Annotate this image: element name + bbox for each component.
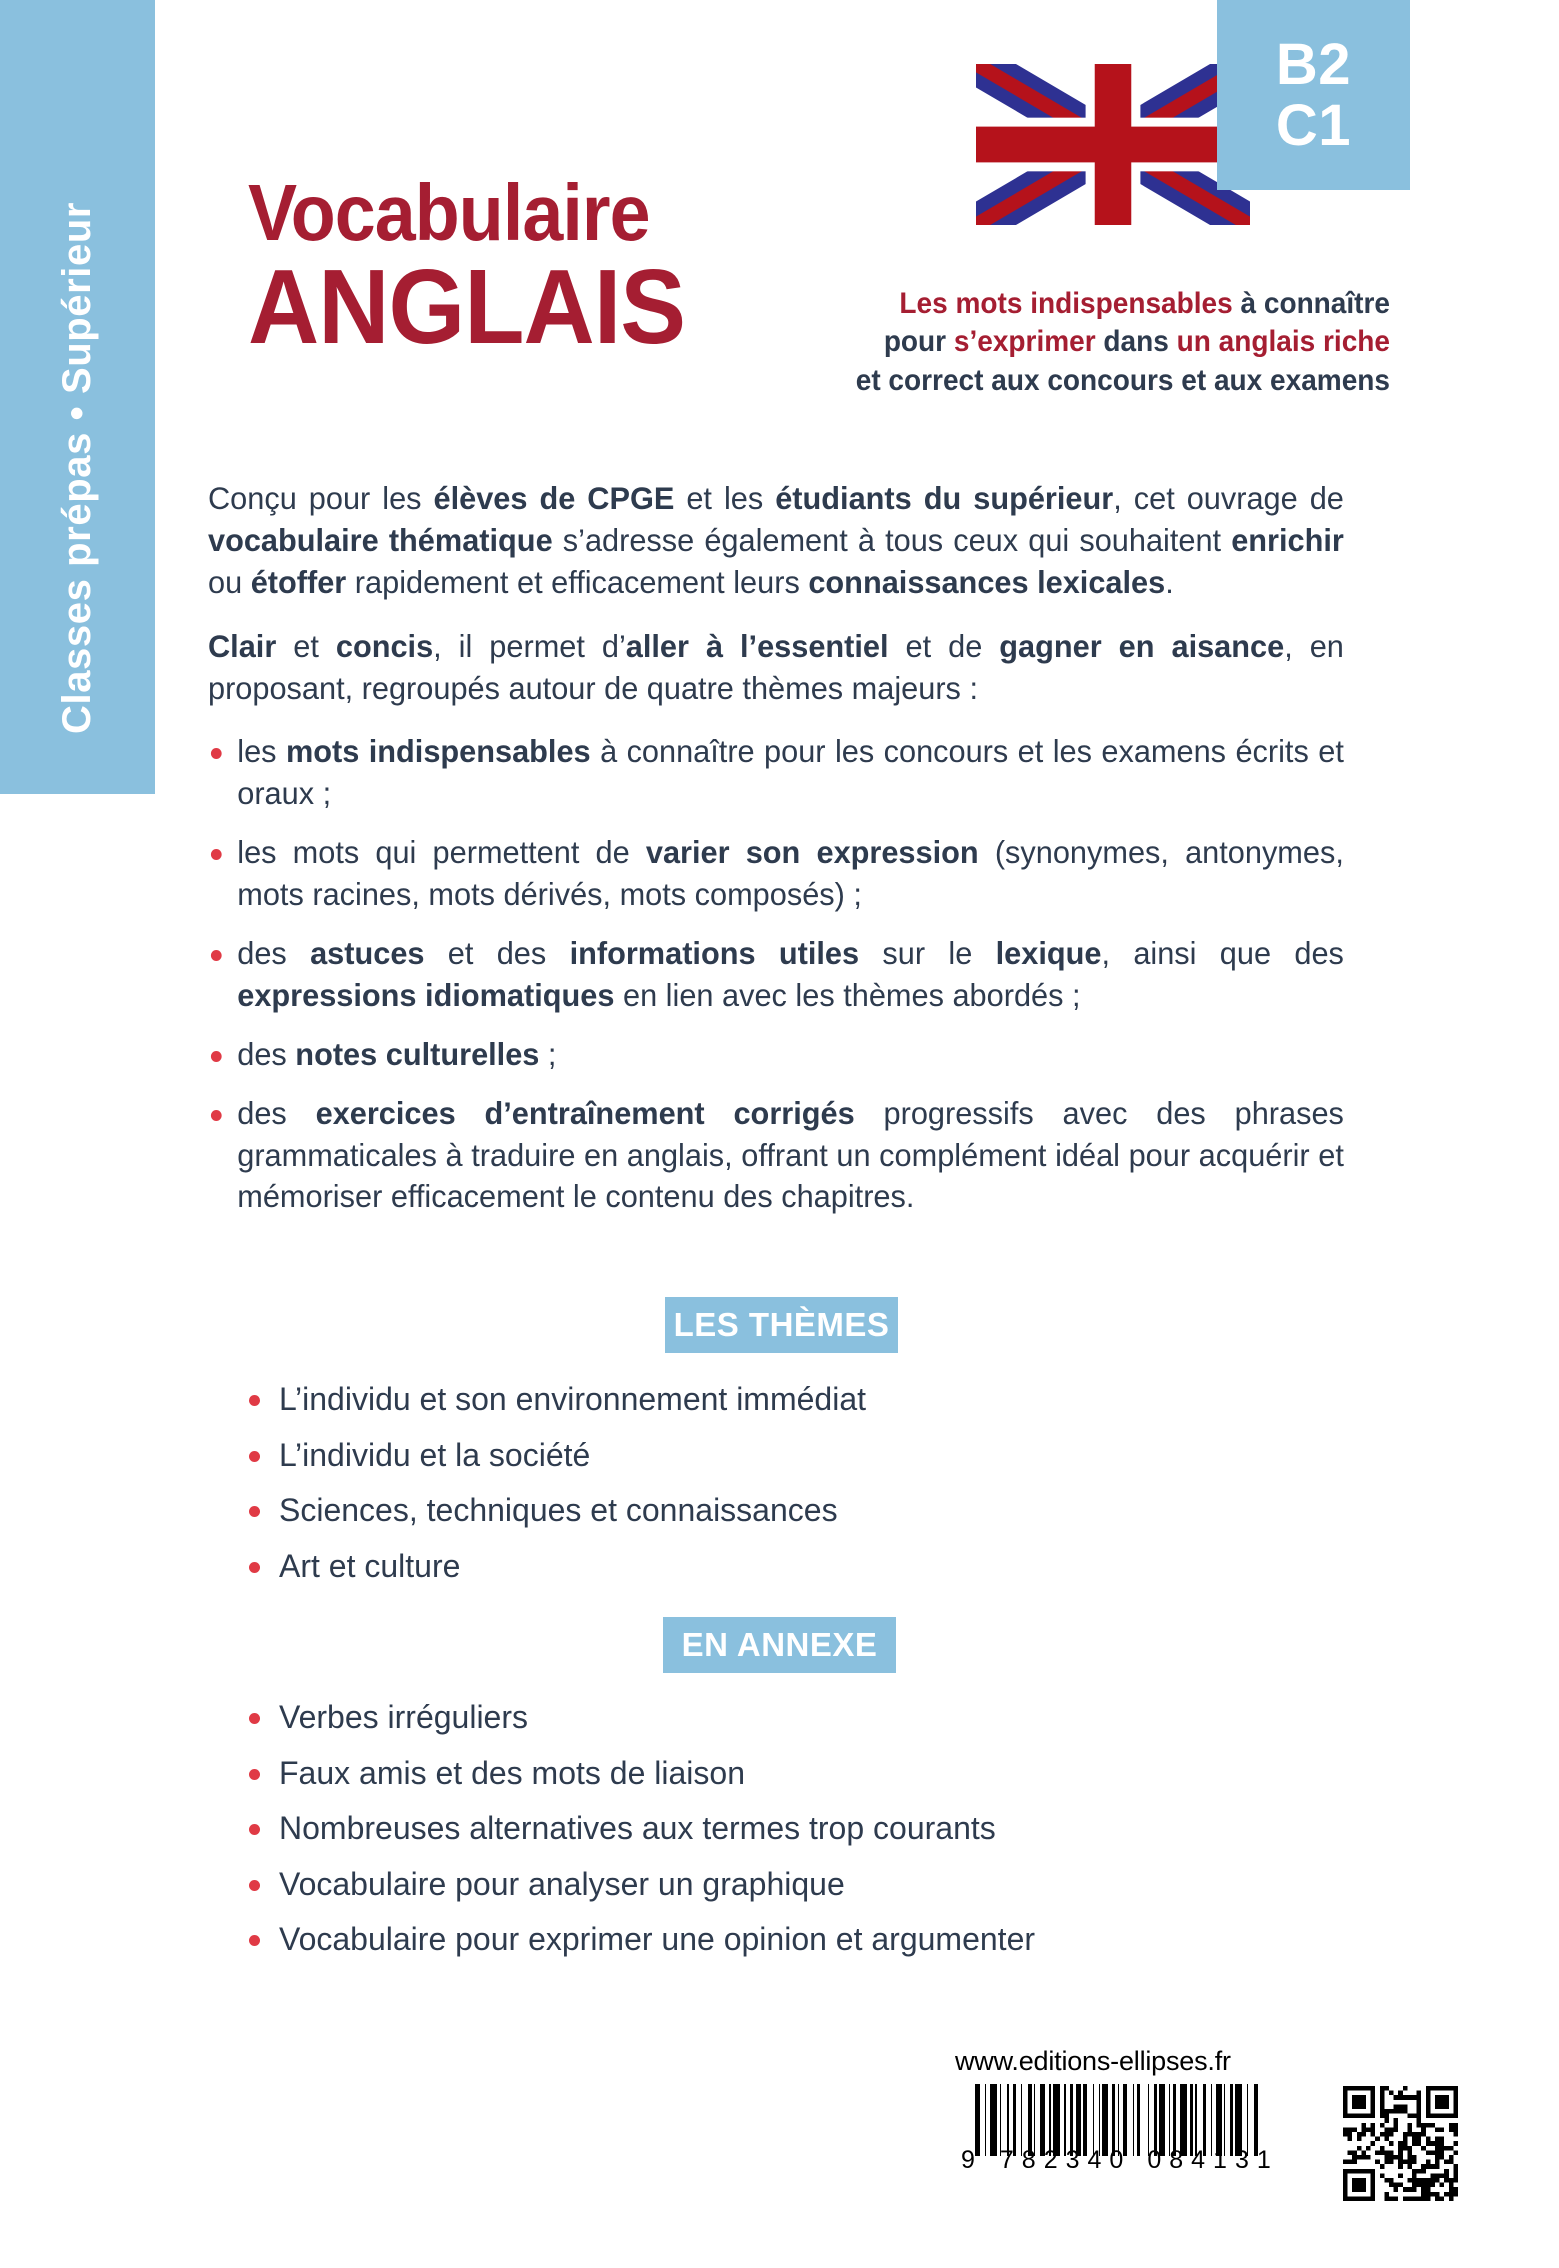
subtitle-line-3: et correct aux concours et aux examens [855, 363, 1390, 397]
list-item: Nombreuses alternatives aux termes trop courants [243, 1811, 1035, 1846]
f2-bold-1: astuces [310, 935, 425, 972]
f3-bold-1: notes culturelles [295, 1035, 540, 1072]
p1-bold-1: élèves de CPGE [433, 480, 675, 516]
p2-seg-3: et de [888, 627, 1000, 664]
list-item: Vocabulaire pour exprimer une opinion et argumenter [243, 1922, 1035, 1957]
p1-bold-2: étudiants du supérieur [775, 480, 1114, 516]
title-line-vocabulaire: Vocabulaire [248, 168, 650, 257]
f2-seg-1: des [237, 935, 311, 972]
p1-seg-2: et les [674, 480, 776, 516]
p2-bold-4: gagner en aisance [999, 627, 1285, 664]
level-badge-b2: B2 [1275, 31, 1352, 97]
barcode-digits [961, 2146, 1291, 2175]
f0-seg-2: à connaître pour les concours et les examens écrits et oraux ; [237, 733, 1344, 812]
level-badge-c1: C1 [1275, 93, 1352, 158]
p1-bold-5: étoffer [250, 563, 347, 600]
f0-seg-1: les [237, 733, 286, 770]
features-list [208, 731, 1373, 1218]
subtitle-seg-1a: Les mots indispensables [899, 287, 1233, 320]
f2-bold-3: lexique [995, 935, 1102, 972]
p2-bold-2: concis [335, 627, 434, 664]
subtitle-seg-1b: à connaître [1232, 287, 1390, 320]
p1-bold-3: vocabulaire thématique [208, 521, 553, 558]
themes-list [243, 1382, 866, 1604]
p1-seg-3: , cet ouvrage de [1113, 480, 1344, 516]
f3-seg-1: des [237, 1035, 296, 1072]
paragraph-clair-concis [208, 626, 1344, 710]
subtitle-line-2 [801, 323, 1390, 361]
footer [955, 2046, 1515, 2226]
subtitle-seg-2a: pour [883, 325, 954, 359]
subtitle-line-1 [801, 285, 1390, 323]
f3-seg-2: ; [539, 1035, 557, 1072]
list-item [208, 731, 1344, 815]
p2-seg-2: , il permet d’ [433, 627, 626, 664]
publisher-website[interactable]: www.editions-ellipses.fr [955, 2046, 1231, 2076]
p1-seg-1: Conçu pour les [208, 480, 434, 516]
p1-seg-5: ou [208, 563, 251, 600]
list-item [208, 1034, 1344, 1076]
list-item: L’individu et la société [243, 1438, 866, 1473]
isbn-left-group: 782340 [999, 2146, 1132, 2174]
f0-bold-1: mots indispensables [285, 733, 591, 770]
p2-seg-4: , en proposant, regroupés autour de quatre thèmes majeurs : [208, 627, 1344, 706]
f2-seg-2: et des [424, 935, 570, 972]
subtitle-seg-2c: dans [1095, 325, 1177, 359]
page-title [248, 168, 808, 366]
f1-seg-2: (synonymes, antonymes, mots racines, mots dérivés, mots composés) ; [237, 834, 1344, 913]
uk-flag-icon [976, 64, 1250, 225]
p1-seg-4: s’adresse également à tous ceux qui souhaitent [552, 521, 1232, 558]
f1-seg-1: les mots qui permettent de [237, 834, 646, 871]
description-body [208, 478, 1373, 1235]
p2-bold-3: aller à l’essentiel [625, 627, 889, 664]
list-item [208, 1093, 1344, 1219]
section-header-themes: LES THÈMES [665, 1297, 898, 1353]
p1-bold-4: enrichir [1231, 521, 1344, 558]
list-item: Art et culture [243, 1549, 866, 1584]
f4-seg-2: progressifs avec des phrases grammaticales à traduire en anglais, offrant un complément idéal pour acquérir et mémoriser efficacement le contenu des chapitres. [237, 1094, 1344, 1215]
f2-bold-4: expressions idiomatiques [237, 976, 615, 1013]
p2-bold-1: Clair [208, 627, 277, 664]
f4-bold-1: exercices d’entraînement corrigés [315, 1094, 855, 1131]
list-item [208, 832, 1344, 916]
list-item: Sciences, techniques et connaissances [243, 1493, 866, 1528]
subtitle-seg-2d: un anglais riche [1176, 325, 1390, 359]
list-item: Verbes irréguliers [243, 1700, 1035, 1735]
p1-seg-6: rapidement et efficacement leurs [346, 563, 809, 600]
list-item: Faux amis et des mots de liaison [243, 1756, 1035, 1791]
f2-bold-2: informations utiles [569, 935, 860, 972]
f2-seg-4: , ainsi que des [1101, 935, 1344, 972]
level-badge [1217, 0, 1410, 190]
p1-bold-6: connaissances lexicales [808, 563, 1166, 600]
f2-seg-3: sur le [859, 935, 996, 972]
isbn-right-group: 084131 [1147, 2146, 1279, 2174]
f2-seg-5: en lien avec les thèmes abordés ; [614, 976, 1081, 1013]
p2-seg-1: et [276, 627, 336, 664]
title-line-anglais: ANGLAIS [248, 247, 686, 366]
subtitle [801, 285, 1390, 400]
isbn-lead: 9 [961, 2146, 976, 2174]
annexe-list [243, 1700, 1035, 1978]
subtitle-seg-2b: s’exprimer [953, 325, 1096, 359]
p1-seg-7: . [1165, 563, 1174, 600]
f1-bold-1: varier son expression [645, 834, 979, 871]
barcode [961, 2084, 1280, 2184]
qr-code-icon[interactable] [1343, 2086, 1458, 2201]
list-item [208, 933, 1344, 1017]
paragraph-intro [208, 478, 1344, 604]
section-header-annexe: EN ANNEXE [663, 1617, 896, 1673]
list-item: L’individu et son environnement immédiat [243, 1382, 866, 1417]
list-item: Vocabulaire pour analyser un graphique [243, 1867, 1035, 1902]
sidebar-collection-label: Classes prépas • Supérieur [55, 201, 99, 734]
f4-seg-1: des [237, 1094, 316, 1131]
sidebar-band [0, 0, 155, 794]
